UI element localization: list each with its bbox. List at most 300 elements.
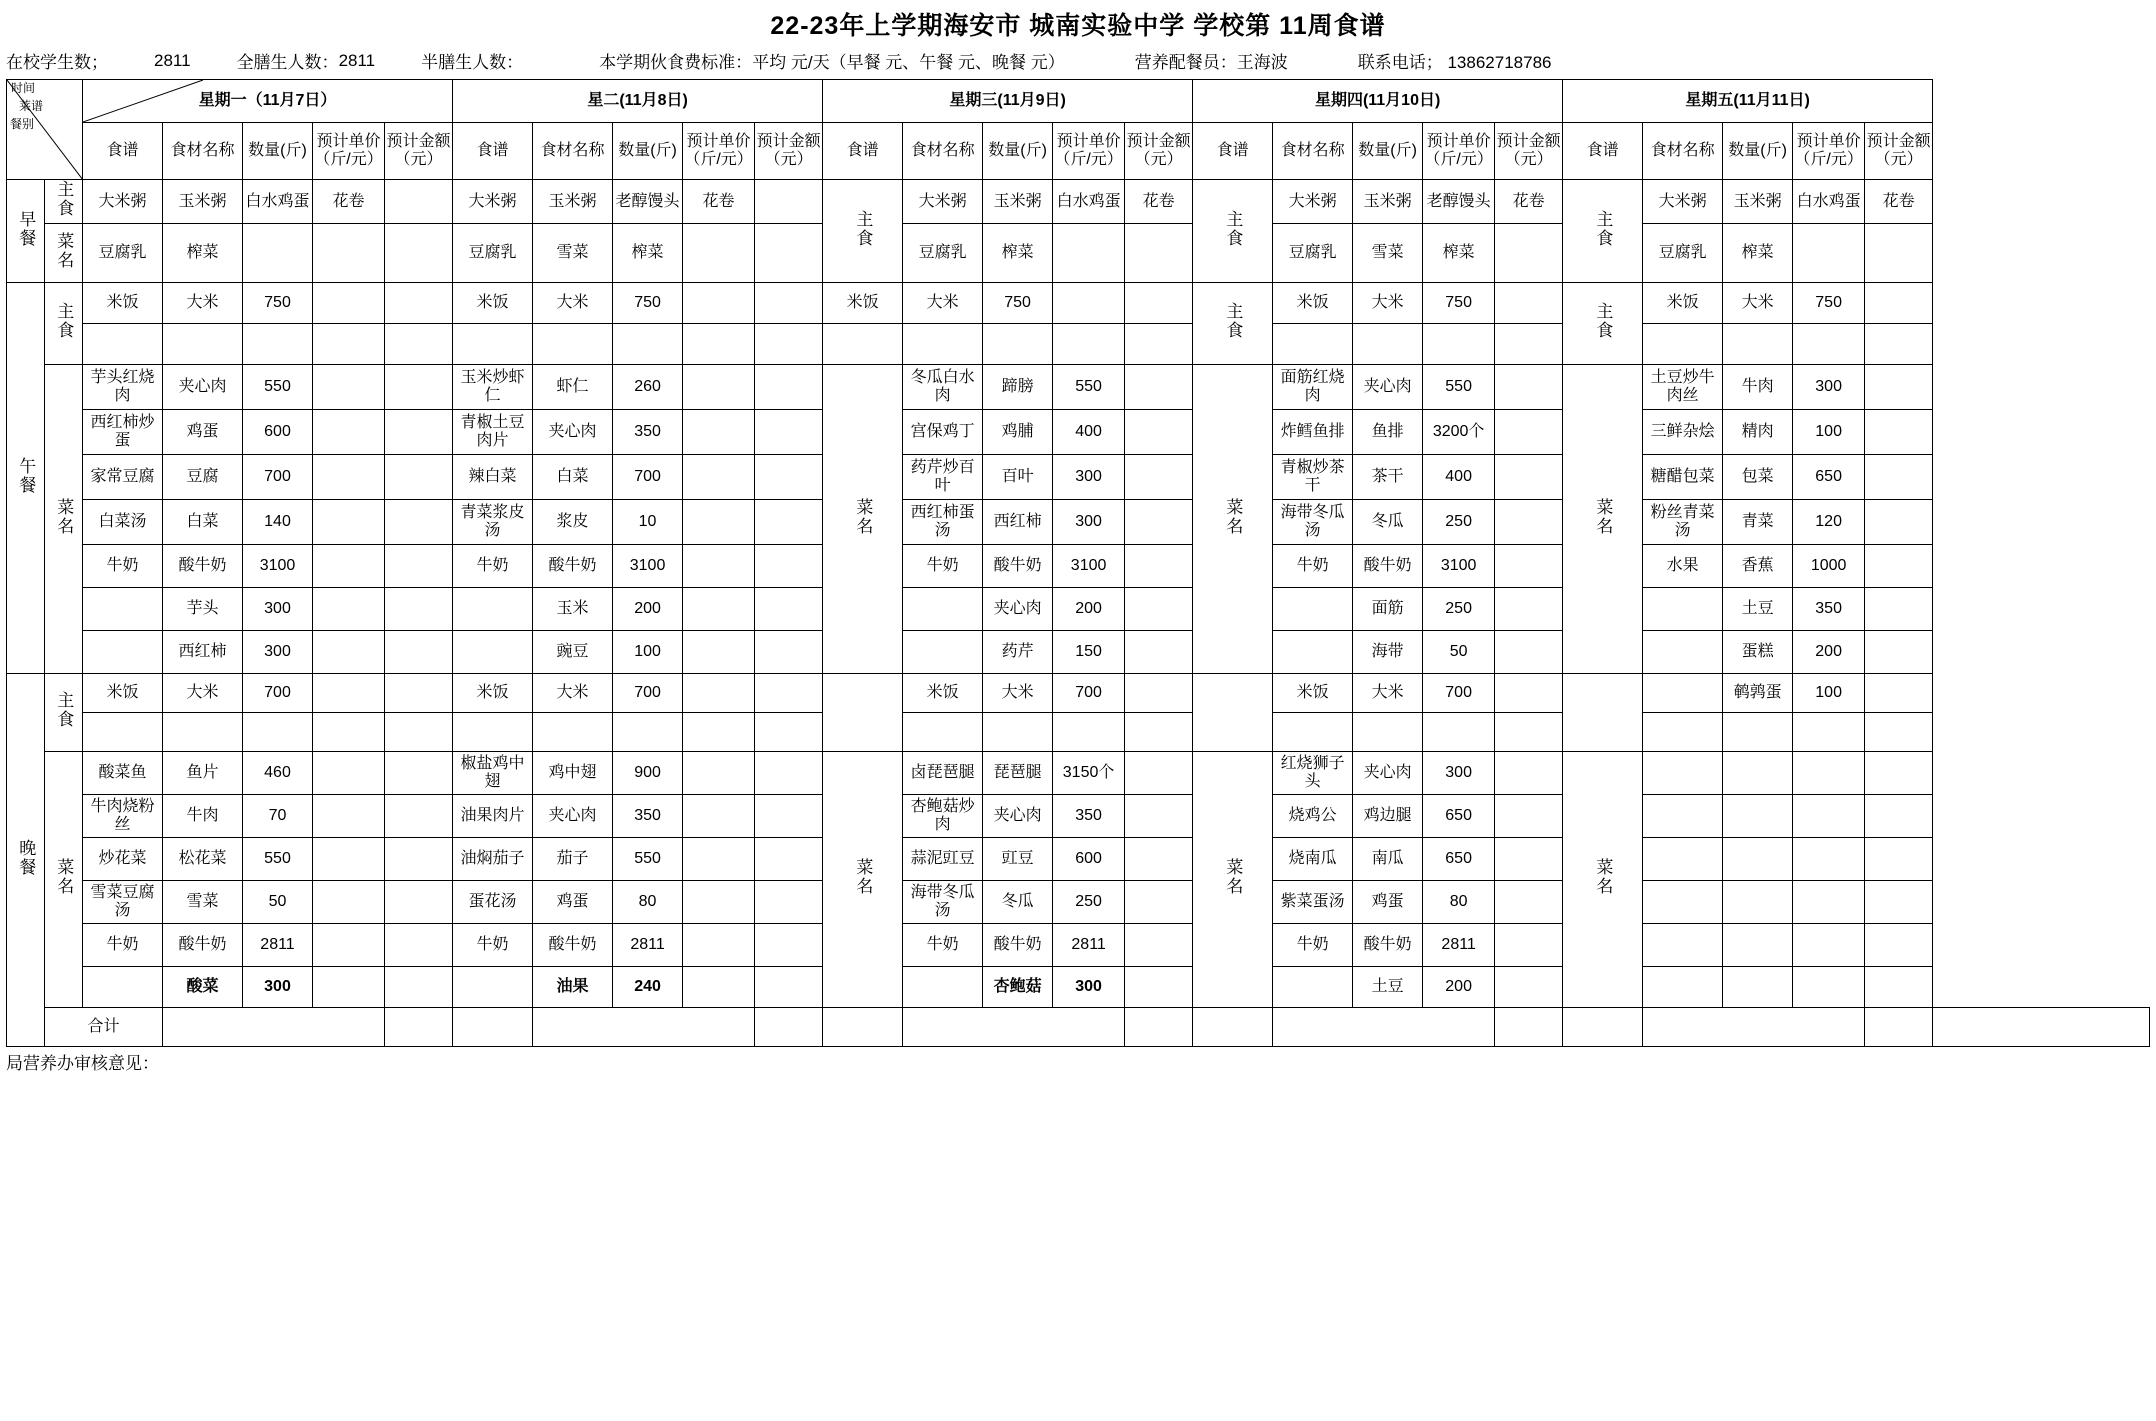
l4-d4-qty: 250 bbox=[1423, 500, 1495, 545]
row-label-staple-b4: 主食 bbox=[1193, 180, 1273, 283]
l3-staple-blank-1 bbox=[823, 324, 903, 365]
l1-d5-dish: 牛奶 bbox=[83, 545, 163, 588]
l1-staple-blank-4 bbox=[313, 324, 385, 365]
l5-staple-blank-2 bbox=[1723, 324, 1793, 365]
b1-staple-price: 花卷 bbox=[313, 180, 385, 224]
l4-d4-item: 冬瓜 bbox=[1353, 500, 1423, 545]
dd1-d6-qty: 300 bbox=[243, 967, 313, 1008]
l4-d3-dish: 青椒炒茶干 bbox=[1273, 455, 1353, 500]
l1-d7-price bbox=[313, 631, 385, 674]
breakfast-staple-row bbox=[7, 180, 2150, 224]
col-qty-2: 数量(斤) bbox=[613, 123, 683, 180]
dd5-d2-item bbox=[1723, 795, 1793, 838]
l3-d6-dish bbox=[903, 588, 983, 631]
dd3-d1-qty: 3150个 bbox=[1053, 752, 1125, 795]
total-5-left bbox=[1643, 1008, 1865, 1047]
l5-d7-dish bbox=[1643, 631, 1723, 674]
l4-staple-dish: 米饭 bbox=[1273, 283, 1353, 324]
l3-d3-dish: 药芹炒百叶 bbox=[903, 455, 983, 500]
col-price-5: 预计单价（斤/元） bbox=[1793, 123, 1865, 180]
l1-staple-blank-2 bbox=[163, 324, 243, 365]
l4-d2-qty: 3200个 bbox=[1423, 410, 1495, 455]
dinner-dish-row-3 bbox=[7, 838, 2150, 881]
dinner-staple-row bbox=[7, 674, 2150, 713]
dd3-d5-dish: 牛奶 bbox=[903, 924, 983, 967]
dd1-d1-price bbox=[313, 752, 385, 795]
l5-d6-dish bbox=[1643, 588, 1723, 631]
dinner-dish-row-6 bbox=[7, 967, 2150, 1008]
l5-staple-item: 大米 bbox=[1723, 283, 1793, 324]
l2-d7-amount bbox=[755, 631, 823, 674]
l4-d2-dish: 炸鳕鱼排 bbox=[1273, 410, 1353, 455]
dd2-d6-price bbox=[683, 967, 755, 1008]
dd1-d2-item: 牛肉 bbox=[163, 795, 243, 838]
dd2-d3-amount bbox=[755, 838, 823, 881]
l2-d1-dish: 玉米炒虾仁 bbox=[453, 365, 533, 410]
l5-d6-item: 土豆 bbox=[1723, 588, 1793, 631]
dd2-d2-price bbox=[683, 795, 755, 838]
l1-d4-amount bbox=[385, 500, 453, 545]
col-item-1: 食材名称 bbox=[163, 123, 243, 180]
b3-dish-1: 豆腐乳 bbox=[903, 224, 983, 283]
dd3-d4-qty: 250 bbox=[1053, 881, 1125, 924]
l2-staple-amount bbox=[755, 283, 823, 324]
l5-d1-dish: 土豆炒牛肉丝 bbox=[1643, 365, 1723, 410]
dd1-d2-amount bbox=[385, 795, 453, 838]
col-item-5: 食材名称 bbox=[1643, 123, 1723, 180]
l2-d7-item: 豌豆 bbox=[533, 631, 613, 674]
d5-staple-blank-3 bbox=[1793, 713, 1865, 752]
b3-dish-4 bbox=[1125, 224, 1193, 283]
l3-staple-amount bbox=[1125, 283, 1193, 324]
l4-staple-blank-2 bbox=[1353, 324, 1423, 365]
l2-d5-amount bbox=[755, 545, 823, 588]
col-dish-4: 食谱 bbox=[1193, 123, 1273, 180]
col-dish-5: 食谱 bbox=[1563, 123, 1643, 180]
l1-d2-dish: 西红柿炒蛋 bbox=[83, 410, 163, 455]
col-amount-2: 预计金额（元） bbox=[755, 123, 823, 180]
l3-d1-qty: 550 bbox=[1053, 365, 1125, 410]
dd2-d1-item: 鸡中翅 bbox=[533, 752, 613, 795]
l2-d4-qty: 10 bbox=[613, 500, 683, 545]
l3-d6-qty: 200 bbox=[1053, 588, 1125, 631]
l5-d5-price bbox=[1865, 545, 1933, 588]
l1-d5-amount bbox=[385, 545, 453, 588]
col-qty-1: 数量(斤) bbox=[243, 123, 313, 180]
d2-staple-blank-3 bbox=[613, 713, 683, 752]
corner-meal: 餐别 bbox=[10, 117, 35, 131]
b4-staple-price: 花卷 bbox=[1495, 180, 1563, 224]
l2-d3-item: 白菜 bbox=[533, 455, 613, 500]
l5-d4-item: 青菜 bbox=[1723, 500, 1793, 545]
b1-dish-5 bbox=[385, 224, 453, 283]
l1-d1-price bbox=[313, 365, 385, 410]
row-label-dish-lunch-1: 菜名 bbox=[45, 365, 83, 674]
nutritionist-label: 营养配餐员：王海波 bbox=[1134, 53, 1288, 72]
dd4-d3-qty: 650 bbox=[1423, 838, 1495, 881]
total-row bbox=[7, 1008, 2150, 1047]
b2-dish-1: 豆腐乳 bbox=[453, 224, 533, 283]
l1-d3-amount bbox=[385, 455, 453, 500]
dd4-d2-item: 鸡边腿 bbox=[1353, 795, 1423, 838]
dd5-d3-item bbox=[1723, 838, 1793, 881]
b3-dish-2: 榨菜 bbox=[983, 224, 1053, 283]
l4-staple-blank-4 bbox=[1495, 324, 1563, 365]
b2-dish-3: 榨菜 bbox=[613, 224, 683, 283]
l1-d4-qty: 140 bbox=[243, 500, 313, 545]
total-2-left bbox=[533, 1008, 755, 1047]
dd3-d4-dish: 海带冬瓜汤 bbox=[903, 881, 983, 924]
l3-staple-blank-3 bbox=[983, 324, 1053, 365]
dd2-d6-amount bbox=[755, 967, 823, 1008]
total-1-amount bbox=[453, 1008, 533, 1047]
b2-staple-amount bbox=[755, 180, 823, 224]
b3-staple-price: 花卷 bbox=[1125, 180, 1193, 224]
dd2-d1-amount bbox=[755, 752, 823, 795]
l1-d6-item: 芋头 bbox=[163, 588, 243, 631]
l1-d6-amount bbox=[385, 588, 453, 631]
col-price-2: 预计单价（斤/元） bbox=[683, 123, 755, 180]
col-dish-3: 食谱 bbox=[823, 123, 903, 180]
b4-staple-item2: 玉米粥 bbox=[1353, 180, 1423, 224]
l4-d6-price bbox=[1495, 588, 1563, 631]
table-header-days bbox=[7, 80, 2150, 123]
dd1-d4-dish: 雪菜豆腐汤 bbox=[83, 881, 163, 924]
total-5-amount bbox=[1933, 1008, 2150, 1047]
dd1-d4-item: 雪菜 bbox=[163, 881, 243, 924]
l2-staple-price bbox=[683, 283, 755, 324]
lunch-dish-row-2 bbox=[7, 410, 2150, 455]
dd3-d3-dish: 蒜泥豇豆 bbox=[903, 838, 983, 881]
l3-d7-price bbox=[1125, 631, 1193, 674]
d3-staple-price bbox=[1125, 674, 1193, 713]
lunch-dish-row-4 bbox=[7, 500, 2150, 545]
l5-staple-dish: 米饭 bbox=[1643, 283, 1723, 324]
lunch-dish-row-3 bbox=[7, 455, 2150, 500]
l1-d7-dish bbox=[83, 631, 163, 674]
l1-d6-dish bbox=[83, 588, 163, 631]
l4-staple-price bbox=[1495, 283, 1563, 324]
l3-d4-price bbox=[1125, 500, 1193, 545]
l5-d4-qty: 120 bbox=[1793, 500, 1865, 545]
l4-d7-item: 海带 bbox=[1353, 631, 1423, 674]
l3-staple-dish: 米饭 bbox=[823, 283, 903, 324]
l5-d5-qty: 1000 bbox=[1793, 545, 1865, 588]
d5-staple-price bbox=[1865, 674, 1933, 713]
d4-staple-blank-2 bbox=[1353, 713, 1423, 752]
dd3-d2-item: 夹心肉 bbox=[983, 795, 1053, 838]
dinner-dish-row-2 bbox=[7, 795, 2150, 838]
row-label-staple-b1: 主食 bbox=[45, 180, 83, 224]
l2-d3-qty: 700 bbox=[613, 455, 683, 500]
l5-d3-price bbox=[1865, 455, 1933, 500]
lunch-dish-row-7 bbox=[7, 631, 2150, 674]
b5-staple-item2: 玉米粥 bbox=[1723, 180, 1793, 224]
l3-staple-blank-5 bbox=[1125, 324, 1193, 365]
col-item-3: 食材名称 bbox=[903, 123, 983, 180]
col-amount-3: 预计金额（元） bbox=[1125, 123, 1193, 180]
d1-staple-blank-5 bbox=[385, 713, 453, 752]
l4-d1-qty: 550 bbox=[1423, 365, 1495, 410]
l4-d3-qty: 400 bbox=[1423, 455, 1495, 500]
lunch-dish-row-5 bbox=[7, 545, 2150, 588]
row-label-dish-dinner-4: 菜名 bbox=[1193, 752, 1273, 1008]
d2-staple-item: 大米 bbox=[533, 674, 613, 713]
dd1-d3-qty: 550 bbox=[243, 838, 313, 881]
d4-staple-blank-4 bbox=[1495, 713, 1563, 752]
dd3-d6-qty: 300 bbox=[1053, 967, 1125, 1008]
l5-d3-qty: 650 bbox=[1793, 455, 1865, 500]
l2-d7-dish bbox=[453, 631, 533, 674]
l1-d5-price bbox=[313, 545, 385, 588]
breakfast-dish-row bbox=[7, 224, 2150, 283]
dd2-d5-price bbox=[683, 924, 755, 967]
dd2-d3-item: 茄子 bbox=[533, 838, 613, 881]
d1-staple-dish: 米饭 bbox=[83, 674, 163, 713]
dd4-d2-dish: 烧鸡公 bbox=[1273, 795, 1353, 838]
l3-staple-qty: 750 bbox=[983, 283, 1053, 324]
dd2-d4-price bbox=[683, 881, 755, 924]
b3-dish-3 bbox=[1053, 224, 1125, 283]
dd1-d6-price bbox=[313, 967, 385, 1008]
b2-dish-2: 雪菜 bbox=[533, 224, 613, 283]
l3-d1-dish: 冬瓜白水肉 bbox=[903, 365, 983, 410]
col-qty-4: 数量(斤) bbox=[1353, 123, 1423, 180]
day-header-2: 星二(11月8日) bbox=[453, 80, 823, 123]
l3-d5-dish: 牛奶 bbox=[903, 545, 983, 588]
l2-d1-amount bbox=[755, 365, 823, 410]
dd3-d2-price bbox=[1125, 795, 1193, 838]
l3-d6-item: 夹心肉 bbox=[983, 588, 1053, 631]
l5-d7-item: 蛋糕 bbox=[1723, 631, 1793, 674]
dd1-d4-amount bbox=[385, 881, 453, 924]
full-board-value: 2811 bbox=[338, 50, 376, 70]
students-label: 在校学生数； bbox=[6, 53, 108, 72]
l2-d5-dish: 牛奶 bbox=[453, 545, 533, 588]
row-label-staple-d1: 主食 bbox=[45, 674, 83, 752]
dinner-dish-row-4 bbox=[7, 881, 2150, 924]
l1-staple-blank-1 bbox=[83, 324, 163, 365]
l4-staple-qty: 750 bbox=[1423, 283, 1495, 324]
b5-staple-qty: 白水鸡蛋 bbox=[1793, 180, 1865, 224]
dd2-d4-amount bbox=[755, 881, 823, 924]
total-1-left bbox=[163, 1008, 385, 1047]
dd5-d4-dish bbox=[1643, 881, 1723, 924]
l2-d6-qty: 200 bbox=[613, 588, 683, 631]
l1-d7-amount bbox=[385, 631, 453, 674]
l3-staple-blank-2 bbox=[903, 324, 983, 365]
dd4-d1-dish: 红烧狮子头 bbox=[1273, 752, 1353, 795]
l1-d7-item: 西红柿 bbox=[163, 631, 243, 674]
l3-staple-price bbox=[1053, 283, 1125, 324]
col-qty-3: 数量(斤) bbox=[983, 123, 1053, 180]
l4-d5-price bbox=[1495, 545, 1563, 588]
col-price-4: 预计单价（斤/元） bbox=[1423, 123, 1495, 180]
l3-d3-price bbox=[1125, 455, 1193, 500]
dd2-d5-amount bbox=[755, 924, 823, 967]
dd1-d3-dish: 炒花菜 bbox=[83, 838, 163, 881]
col-amount-5: 预计金额（元） bbox=[1865, 123, 1933, 180]
dd4-d2-qty: 650 bbox=[1423, 795, 1495, 838]
l4-staple-blank-3 bbox=[1423, 324, 1495, 365]
dd2-d5-dish: 牛奶 bbox=[453, 924, 533, 967]
l1-d2-amount bbox=[385, 410, 453, 455]
d1-staple-blank-2 bbox=[163, 713, 243, 752]
dd5-d5-item bbox=[1723, 924, 1793, 967]
dd4-d5-dish: 牛奶 bbox=[1273, 924, 1353, 967]
d1-staple-blank-1 bbox=[83, 713, 163, 752]
b1-staple-qty: 白水鸡蛋 bbox=[243, 180, 313, 224]
dd5-d3-dish bbox=[1643, 838, 1723, 881]
l2-d5-price bbox=[683, 545, 755, 588]
d4-staple-blank-1 bbox=[1273, 713, 1353, 752]
d3-staple-blank-4 bbox=[1125, 713, 1193, 752]
d2-staple-blank-1 bbox=[453, 713, 533, 752]
l1-staple-amount bbox=[385, 283, 453, 324]
dd1-d3-price bbox=[313, 838, 385, 881]
dd5-d6-qty bbox=[1793, 967, 1865, 1008]
b1-staple-item: 玉米粥 bbox=[163, 180, 243, 224]
dd1-d6-dish bbox=[83, 967, 163, 1008]
l1-staple-blank-3 bbox=[243, 324, 313, 365]
l3-staple-blank-4 bbox=[1053, 324, 1125, 365]
dd3-d4-item: 冬瓜 bbox=[983, 881, 1053, 924]
d5-staple-blank-2 bbox=[1723, 713, 1793, 752]
menu-table bbox=[6, 79, 2150, 1047]
dd1-d2-price bbox=[313, 795, 385, 838]
d3-staple-blank-2 bbox=[983, 713, 1053, 752]
page-title: 22-23年上学期海安市 城南实验中学 学校第 11周食谱 bbox=[770, 12, 1386, 40]
b2-staple-qty: 老醇馒头 bbox=[613, 180, 683, 224]
l2-d4-dish: 青菜浆皮汤 bbox=[453, 500, 533, 545]
d3-staple-item: 大米 bbox=[983, 674, 1053, 713]
dd2-d1-dish: 椒盐鸡中翅 bbox=[453, 752, 533, 795]
l5-d7-qty: 200 bbox=[1793, 631, 1865, 674]
l1-staple-qty: 750 bbox=[243, 283, 313, 324]
b5-staple-item: 大米粥 bbox=[1643, 180, 1723, 224]
d3-staple-blank-1 bbox=[903, 713, 983, 752]
b1-dish-2: 榨菜 bbox=[163, 224, 243, 283]
dd2-d3-price bbox=[683, 838, 755, 881]
dd5-d6-price bbox=[1865, 967, 1933, 1008]
l5-d3-item: 包菜 bbox=[1723, 455, 1793, 500]
l1-d5-qty: 3100 bbox=[243, 545, 313, 588]
table-header-columns bbox=[7, 123, 2150, 180]
l5-staple-blank-3 bbox=[1793, 324, 1865, 365]
l5-d6-qty: 350 bbox=[1793, 588, 1865, 631]
l5-d7-price bbox=[1865, 631, 1933, 674]
dd4-d4-qty: 80 bbox=[1423, 881, 1495, 924]
row-label-staple-d3 bbox=[823, 674, 903, 752]
dd3-d1-dish: 卤琵琶腿 bbox=[903, 752, 983, 795]
l4-d7-qty: 50 bbox=[1423, 631, 1495, 674]
l4-d4-price bbox=[1495, 500, 1563, 545]
dd1-d5-dish: 牛奶 bbox=[83, 924, 163, 967]
dd1-d5-qty: 2811 bbox=[243, 924, 313, 967]
b4-dish-1: 豆腐乳 bbox=[1273, 224, 1353, 283]
dd3-d3-price bbox=[1125, 838, 1193, 881]
l2-d4-item: 浆皮 bbox=[533, 500, 613, 545]
dd1-d6-item: 酸菜 bbox=[163, 967, 243, 1008]
standard-label: 本学期伙食费标准：平均 元/天（早餐 元、午餐 元、晚餐 元） bbox=[599, 53, 1065, 72]
l5-d6-price bbox=[1865, 588, 1933, 631]
l4-d6-item: 面筋 bbox=[1353, 588, 1423, 631]
lunch-dish-row-1 bbox=[7, 365, 2150, 410]
l2-d5-qty: 3100 bbox=[613, 545, 683, 588]
l3-d2-qty: 400 bbox=[1053, 410, 1125, 455]
l2-d2-amount bbox=[755, 410, 823, 455]
dd5-d4-item bbox=[1723, 881, 1793, 924]
l2-d4-price bbox=[683, 500, 755, 545]
dd2-d1-price bbox=[683, 752, 755, 795]
lunch-staple-blank-row bbox=[7, 324, 2150, 365]
day-header-5: 星期五(11月11日) bbox=[1563, 80, 1933, 123]
total-4-price bbox=[1495, 1008, 1563, 1047]
d4-staple-blank-3 bbox=[1423, 713, 1495, 752]
l4-d6-qty: 250 bbox=[1423, 588, 1495, 631]
dd1-d3-item: 松花菜 bbox=[163, 838, 243, 881]
dd4-d5-qty: 2811 bbox=[1423, 924, 1495, 967]
dd5-d5-qty bbox=[1793, 924, 1865, 967]
dd2-d1-qty: 900 bbox=[613, 752, 683, 795]
l5-d2-price bbox=[1865, 410, 1933, 455]
l1-staple-item: 大米 bbox=[163, 283, 243, 324]
total-label: 合计 bbox=[45, 1008, 163, 1047]
l4-d5-qty: 3100 bbox=[1423, 545, 1495, 588]
d1-staple-blank-3 bbox=[243, 713, 313, 752]
l5-d5-item: 香蕉 bbox=[1723, 545, 1793, 588]
b1-dish-3 bbox=[243, 224, 313, 283]
corner-header bbox=[7, 80, 83, 180]
dd3-d5-price bbox=[1125, 924, 1193, 967]
l4-d6-dish bbox=[1273, 588, 1353, 631]
d1-staple-qty: 700 bbox=[243, 674, 313, 713]
l1-d1-item: 夹心肉 bbox=[163, 365, 243, 410]
l2-d7-qty: 100 bbox=[613, 631, 683, 674]
l2-d6-amount bbox=[755, 588, 823, 631]
dd2-d4-item: 鸡蛋 bbox=[533, 881, 613, 924]
d1-staple-blank-4 bbox=[313, 713, 385, 752]
dd4-d4-dish: 紫菜蛋汤 bbox=[1273, 881, 1353, 924]
l2-staple-qty: 750 bbox=[613, 283, 683, 324]
dd3-d4-price bbox=[1125, 881, 1193, 924]
l3-d2-price bbox=[1125, 410, 1193, 455]
total-1-price bbox=[385, 1008, 453, 1047]
l5-d2-dish: 三鲜杂烩 bbox=[1643, 410, 1723, 455]
l3-d1-price bbox=[1125, 365, 1193, 410]
full-board-label: 全膳生人数： bbox=[236, 53, 339, 72]
b2-staple-dish: 大米粥 bbox=[453, 180, 533, 224]
col-price-3: 预计单价（斤/元） bbox=[1053, 123, 1125, 180]
l5-d2-item: 精肉 bbox=[1723, 410, 1793, 455]
l4-staple-item: 大米 bbox=[1353, 283, 1423, 324]
total-3-amount bbox=[1193, 1008, 1273, 1047]
d2-staple-blank-4 bbox=[683, 713, 755, 752]
row-label-staple-b5: 主食 bbox=[1563, 180, 1643, 283]
d2-staple-qty: 700 bbox=[613, 674, 683, 713]
b4-dish-3: 榨菜 bbox=[1423, 224, 1495, 283]
d4-staple-item: 大米 bbox=[1353, 674, 1423, 713]
l3-d5-qty: 3100 bbox=[1053, 545, 1125, 588]
dd5-d2-dish bbox=[1643, 795, 1723, 838]
dd4-d6-price bbox=[1495, 967, 1563, 1008]
b2-dish-4 bbox=[683, 224, 755, 283]
total-5-price bbox=[1865, 1008, 1933, 1047]
d5-staple-item: 鹌鹑蛋 bbox=[1723, 674, 1793, 713]
d2-staple-blank-5 bbox=[755, 713, 823, 752]
meal-label-breakfast: 早餐 bbox=[7, 180, 45, 283]
b4-staple-qty: 老醇馒头 bbox=[1423, 180, 1495, 224]
